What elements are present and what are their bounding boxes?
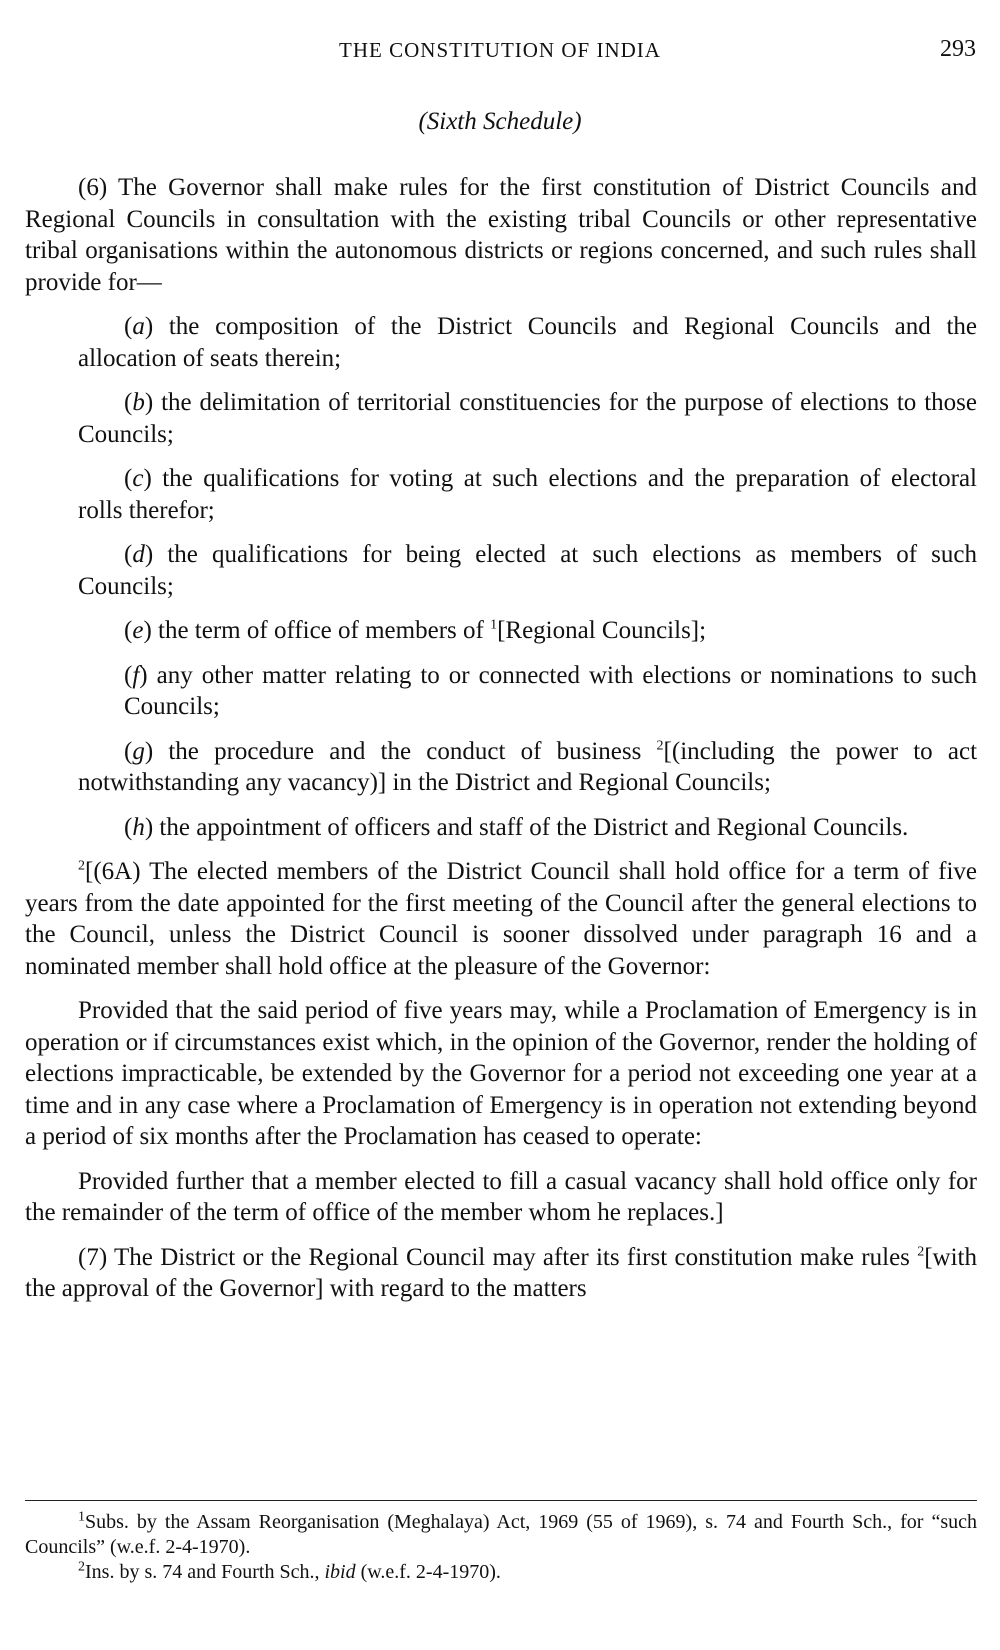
clause-text: [Regional Councils]; <box>497 617 707 644</box>
paragraph-text: (7) The District or the Regional Council may after its first constitution make rules <box>78 1243 918 1271</box>
clause-g: (g) the procedure and the conduct of business $^2$[(including the power to act notwithstanding any vacancy)] in the District and Regional Councils; <box>78 737 978 796</box>
running-head <box>0 36 1000 68</box>
footnote-divider <box>25 1500 977 1501</box>
footnote-ref: 2 <box>656 738 664 754</box>
clause-letter: d <box>132 541 145 568</box>
clause-letter: a <box>132 313 145 340</box>
paragraph-6a <box>25 856 977 982</box>
clause-h: (h) the appointment of officers and staff of the District and Regional Councils. <box>124 813 909 841</box>
clause-letter: f <box>132 661 140 689</box>
body-text <box>25 172 977 1318</box>
clause-text: the appointment of officers and staff of the District and Regional Councils. <box>159 813 909 841</box>
clause-text: any other matter relating to or connected with elections or nominations to such Councils; <box>124 661 978 720</box>
clause-text: the term of office of members of <box>158 617 491 644</box>
clause-f: (f) any other matter relating to or connected with elections or nominations to such Councils; <box>124 661 978 720</box>
footnote-text: (w.e.f. 2-4-1970). <box>355 1561 501 1583</box>
paragraph-6: (6) The Governor shall make rules for the first constitution of District Councils and Regional Councils in consultation with the existing tribal Councils or other representative tribal organisations within the autonomous districts or regions concerned, and such rules shall provide for— <box>25 174 977 296</box>
clause-letter: g <box>132 737 145 765</box>
footnote-italic: ibid <box>324 1561 356 1583</box>
paragraph-7 <box>25 1242 977 1305</box>
footnote-mark: 1 <box>78 1509 85 1525</box>
clause-text: the delimitation of territorial constituencies for the purpose of elections to those Councils; <box>78 389 977 448</box>
clause-text: the qualifications for voting at such elections and the preparation of electoral rolls therefor; <box>78 465 977 524</box>
clause-letter: h <box>132 813 145 841</box>
footnote-1 <box>25 1510 977 1560</box>
clause-letter: b <box>132 389 145 416</box>
page-number: 293 <box>940 36 976 62</box>
clause-text: [(including the power to act notwithstanding any vacancy)] in the District and Regional Councils; <box>78 737 978 796</box>
proviso-1: Provided that the said period of five years may, while a Proclamation of Emergency is in operation or if circumstances exist which, in the opinion of the Governor, render the holding of elections impracticable, be extended by the Governor for a period not exceeding one year at a time and in any case where a Proclamation of Emergency is in operation not extending beyond a period of six months after the Proclamation has ceased to operate: <box>25 997 977 1150</box>
paragraph-text: [(6A) The elected members of the District Council shall hold office for a term of five years from the date appointed for the first meeting of the Council after the general elections to the Council, unless the District Council is sooner dissolved under paragraph 16 and a nominated member shall hold office at the pleasure of the Governor: <box>25 858 977 980</box>
clause-text: the procedure and the conduct of business <box>168 737 657 765</box>
schedule-label: (Sixth Schedule) <box>418 108 582 135</box>
footnote-text: Ins. by s. 74 and Fourth Sch., <box>85 1561 325 1583</box>
clause-letter: e <box>132 617 144 644</box>
clause-b: (b) the delimitation of territorial constituencies for the purpose of elections to those Councils; <box>78 389 977 448</box>
paragraph-text: [with the approval of the Governor] with regard to the matters <box>25 1243 977 1302</box>
clause-text: the composition of the District Councils and Regional Councils and the allocation of seats therein; <box>78 313 977 372</box>
clause-a: (a) the composition of the District Councils and Regional Councils and the allocation of seats therein; <box>78 313 977 372</box>
footnotes <box>25 1510 977 1585</box>
clause-c: (c) the qualifications for voting at such elections and the preparation of electoral rolls therefor; <box>78 465 977 524</box>
clause-e: (e) the term of office of members of $^1$[Regional Councils]; <box>124 617 707 644</box>
footnote-mark: 2 <box>78 1559 85 1575</box>
running-title: THE CONSTITUTION OF INDIA <box>339 38 661 62</box>
footnote-2 <box>25 1560 977 1585</box>
proviso-2: Provided further that a member elected to fill a casual vacancy shall hold office only for the remainder of the term of office of the member whom he replaces.] <box>25 1167 977 1226</box>
clause-d: (d) the qualifications for being elected at such elections as members of such Councils; <box>78 541 978 600</box>
clause-letter: c <box>132 465 144 492</box>
footnote-ref: 2 <box>917 1244 925 1260</box>
footnote-ref: 2 <box>78 858 85 874</box>
footnote-ref: 1 <box>490 617 498 633</box>
footnote-text: Subs. by the Assam Reorganisation (Meghalaya) Act, 1969 (55 of 1969), s. 74 and Fourth Sch., for “such Councils” (w.e.f. 2-4-1970). <box>25 1511 977 1558</box>
clause-text: the qualifications for being elected at such elections as members of such Councils; <box>78 541 978 600</box>
